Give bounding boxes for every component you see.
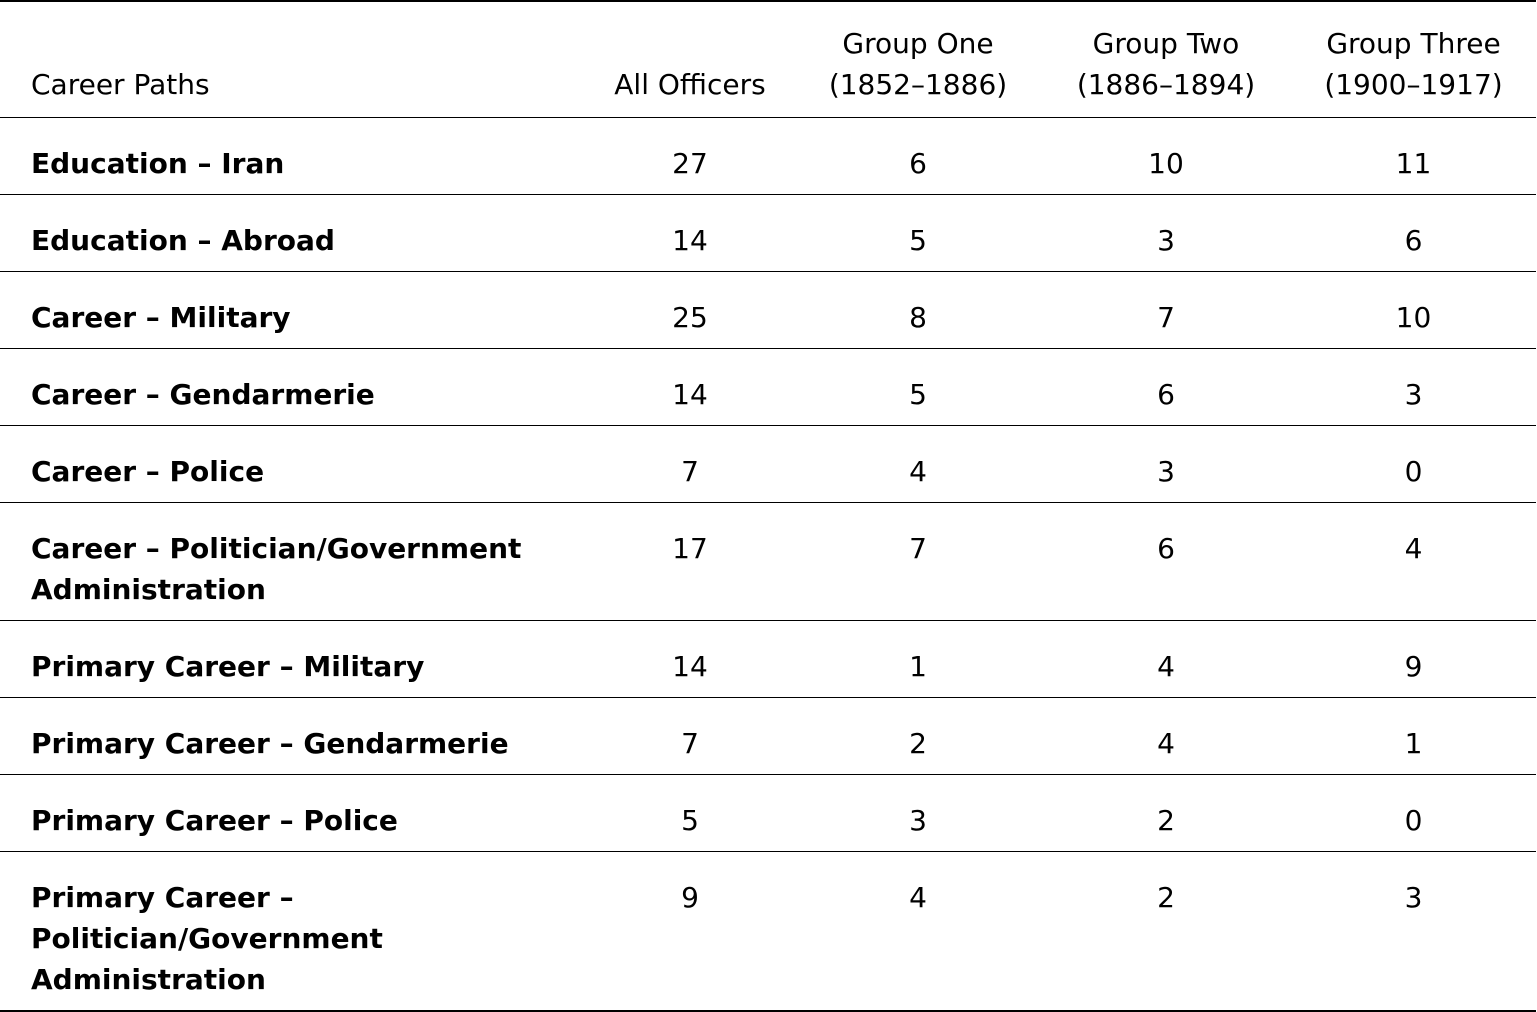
table-row xyxy=(0,621,1536,698)
header-line: (1886–1894) xyxy=(1076,68,1256,101)
cell-group-one: 5 xyxy=(909,224,927,257)
row-label-line: Administration xyxy=(31,963,266,996)
cell-group-three: 9 xyxy=(1404,650,1423,683)
column-header-group-three xyxy=(1291,1,1536,118)
header-line: Group Two xyxy=(1092,27,1240,60)
table-row xyxy=(0,195,1536,272)
row-label-line: Career – Politician/Government xyxy=(31,532,522,565)
cell-group-one: 1 xyxy=(909,650,927,683)
table-row xyxy=(0,698,1536,775)
cell-all-officers: 17 xyxy=(672,532,708,565)
cell-group-three: 4 xyxy=(1404,532,1423,565)
row-label-line: Primary Career – Gendarmerie xyxy=(31,727,509,760)
cell-group-three: 10 xyxy=(1395,301,1432,334)
row-label xyxy=(0,852,585,1012)
header-line: (1852–1886) xyxy=(828,68,1008,101)
cell-group-one: 2 xyxy=(909,727,927,760)
table-row xyxy=(0,118,1536,195)
cell-all-officers: 27 xyxy=(672,147,708,180)
cell-group-one: 3 xyxy=(909,804,927,837)
cell-group-one: 7 xyxy=(909,532,927,565)
cell-group-one: 4 xyxy=(909,455,927,488)
column-header-group-one xyxy=(795,1,1041,118)
cell-group-two: 3 xyxy=(1157,224,1175,257)
table-row xyxy=(0,852,1536,1012)
header-line: Group Three xyxy=(1326,27,1501,60)
cell-all-officers: 7 xyxy=(681,455,699,488)
cell-group-three: 3 xyxy=(1404,378,1423,411)
cell-group-one: 5 xyxy=(909,378,927,411)
cell-all-officers: 14 xyxy=(672,650,708,683)
row-label-line: Politician/Government xyxy=(31,922,383,955)
column-header-career-paths xyxy=(0,1,585,118)
row-label xyxy=(0,195,585,272)
cell-group-one: 8 xyxy=(909,301,927,334)
table-row xyxy=(0,503,1536,621)
cell-all-officers: 5 xyxy=(681,804,699,837)
cell-all-officers: 7 xyxy=(681,727,699,760)
cell-group-two: 2 xyxy=(1157,804,1175,837)
cell-group-two: 6 xyxy=(1157,532,1175,565)
cell-group-two: 7 xyxy=(1157,301,1175,334)
cell-group-two: 6 xyxy=(1157,378,1175,411)
header-line: Group One xyxy=(842,27,994,60)
row-label xyxy=(0,621,585,698)
cell-group-two: 2 xyxy=(1157,881,1175,914)
header-line: All Officers xyxy=(614,68,766,101)
row-label xyxy=(0,349,585,426)
row-label-line: Primary Career – Police xyxy=(31,804,398,837)
row-label-line: Administration xyxy=(31,573,266,606)
cell-group-one: 4 xyxy=(909,881,927,914)
table-row xyxy=(0,272,1536,349)
cell-group-one: 6 xyxy=(909,147,927,180)
cell-all-officers: 14 xyxy=(672,224,708,257)
row-label-line: Career – Military xyxy=(31,301,291,334)
column-header-all-officers xyxy=(585,1,795,118)
row-label-line: Education – Abroad xyxy=(31,224,335,257)
row-label xyxy=(0,698,585,775)
row-label xyxy=(0,775,585,852)
cell-group-three: 0 xyxy=(1404,455,1423,488)
table-row xyxy=(0,349,1536,426)
cell-group-three: 1 xyxy=(1404,727,1423,760)
table-header-row xyxy=(0,1,1536,118)
row-label-line: Career – Gendarmerie xyxy=(31,378,375,411)
cell-group-three: 3 xyxy=(1404,881,1423,914)
cell-all-officers: 14 xyxy=(672,378,708,411)
row-label xyxy=(0,503,585,621)
row-label-line: Primary Career – xyxy=(31,881,294,914)
cell-group-two: 3 xyxy=(1157,455,1175,488)
row-label-line: Career – Police xyxy=(31,455,265,488)
header-line: (1900–1917) xyxy=(1324,68,1503,101)
cell-group-three: 0 xyxy=(1404,804,1423,837)
cell-group-three: 6 xyxy=(1404,224,1423,257)
row-label-line: Education – Iran xyxy=(31,147,285,180)
cell-all-officers: 25 xyxy=(672,301,708,334)
cell-all-officers: 9 xyxy=(681,881,699,914)
row-label xyxy=(0,272,585,349)
row-label-line: Primary Career – Military xyxy=(31,650,425,683)
cell-group-two: 4 xyxy=(1157,727,1175,760)
cell-group-two: 4 xyxy=(1157,650,1175,683)
cell-group-two: 10 xyxy=(1148,147,1184,180)
row-label xyxy=(0,426,585,503)
header-line: Career Paths xyxy=(31,68,210,101)
row-label xyxy=(0,118,585,195)
cell-group-three: 11 xyxy=(1395,147,1432,180)
table-row xyxy=(0,426,1536,503)
table-row xyxy=(0,775,1536,852)
column-header-group-two xyxy=(1041,1,1291,118)
